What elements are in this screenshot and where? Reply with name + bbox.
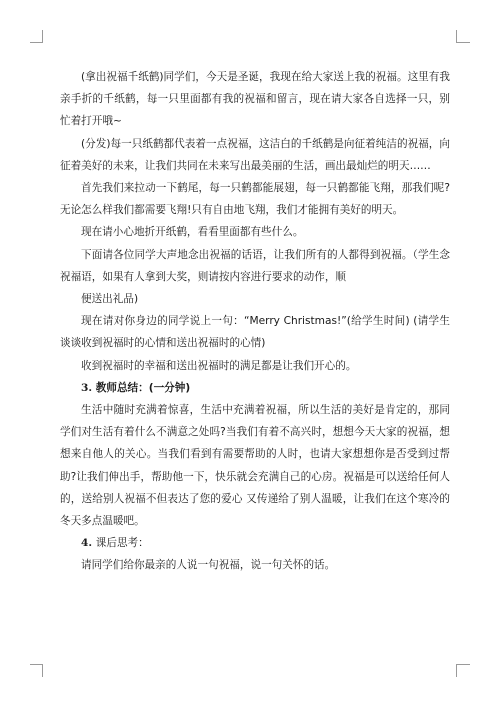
- section-4-heading: [60, 532, 450, 554]
- section-3-number: 3.: [81, 381, 93, 394]
- section-3-duration: (一分钟): [148, 381, 191, 394]
- document-body: [60, 66, 450, 577]
- section-3-body: 生活中随时充满着惊喜，生活中充满着祝福，所以生活的美好是肯定的，那同学们对生活有着什么不满意之处吗?当我们有着不高兴时，想想今天大家的祝福，想想来自他人的关心。当我们看到有需要帮助的人时，也请大家想想你是否受到过帮助?让我们伸出手，帮助他一下，快乐就会充满自己的心房。祝福是可以送给任何人的，送给别人祝福不但表达了您的爱心 又传递给了别人温暖，让我们在这个寒冷的冬天多点温暖吧。: [60, 404, 450, 528]
- paragraph-merry-christmas: 现在请对你身边的同学说上一句：“Merry Christmas!”(给学生时间) (请学生谈谈收到祝福时的心情和送出祝福时的心情): [60, 315, 450, 350]
- paragraph-pull-tail: 首先我们来拉动一下鹤尾，每一只鹤都能展翅，每一只鹤都能飞翔，那我们呢?无论怎么样我们都需要飞翔!只有自由地飞翔，我们才能拥有美好的明天。: [60, 182, 450, 217]
- section-4-body: 请同学们给你最亲的人说一句祝福，说一句关怀的话。: [81, 559, 336, 572]
- section-3-heading: [60, 377, 450, 399]
- crop-mark-bottom-left-v: [42, 664, 43, 677]
- paragraph-continuation: 便送出礼品): [81, 293, 139, 306]
- paragraph-happiness: 收到祝福时的幸福和送出祝福时的满足都是让我们开心的。: [81, 359, 357, 372]
- section-4-number: 4.: [81, 537, 93, 550]
- paragraph-read-blessings: 下面请各位同学大声地念出祝福的话语，让我们所有的人都得到祝福。（学生念祝福语，如果有人拿到大奖，则请按内容进行要求的动作，顺: [60, 248, 450, 283]
- paragraph-gift-cranes: (拿出祝福千纸鹤)同学们，今天是圣诞，我现在给大家送上我的祝福。这里有我亲手折的千纸鹤，每一只里面都有我的祝福和留言，现在请大家各自选择一只，别忙着打开哦~: [60, 71, 450, 128]
- crop-mark-top-left-h: [30, 42, 43, 43]
- crop-mark-bottom-right-h: [457, 664, 470, 665]
- section-3-title: 教师总结：: [95, 381, 149, 394]
- crop-mark-bottom-right-v: [456, 664, 457, 677]
- paragraph-open-crane: 现在请小心地折开纸鹤，看看里面都有些什么。: [81, 226, 304, 239]
- crop-mark-top-right-h: [457, 42, 470, 43]
- paragraph-distribute: (分发)每一只纸鹤都代表着一点祝福，这洁白的千纸鹤是向征着纯洁的祝福，向征着美好的未来，让我们共同在未来写出最美丽的生活，画出最灿烂的明天……: [60, 137, 450, 172]
- section-4-title: 课后思考：: [95, 537, 149, 550]
- crop-mark-bottom-left-h: [30, 664, 43, 665]
